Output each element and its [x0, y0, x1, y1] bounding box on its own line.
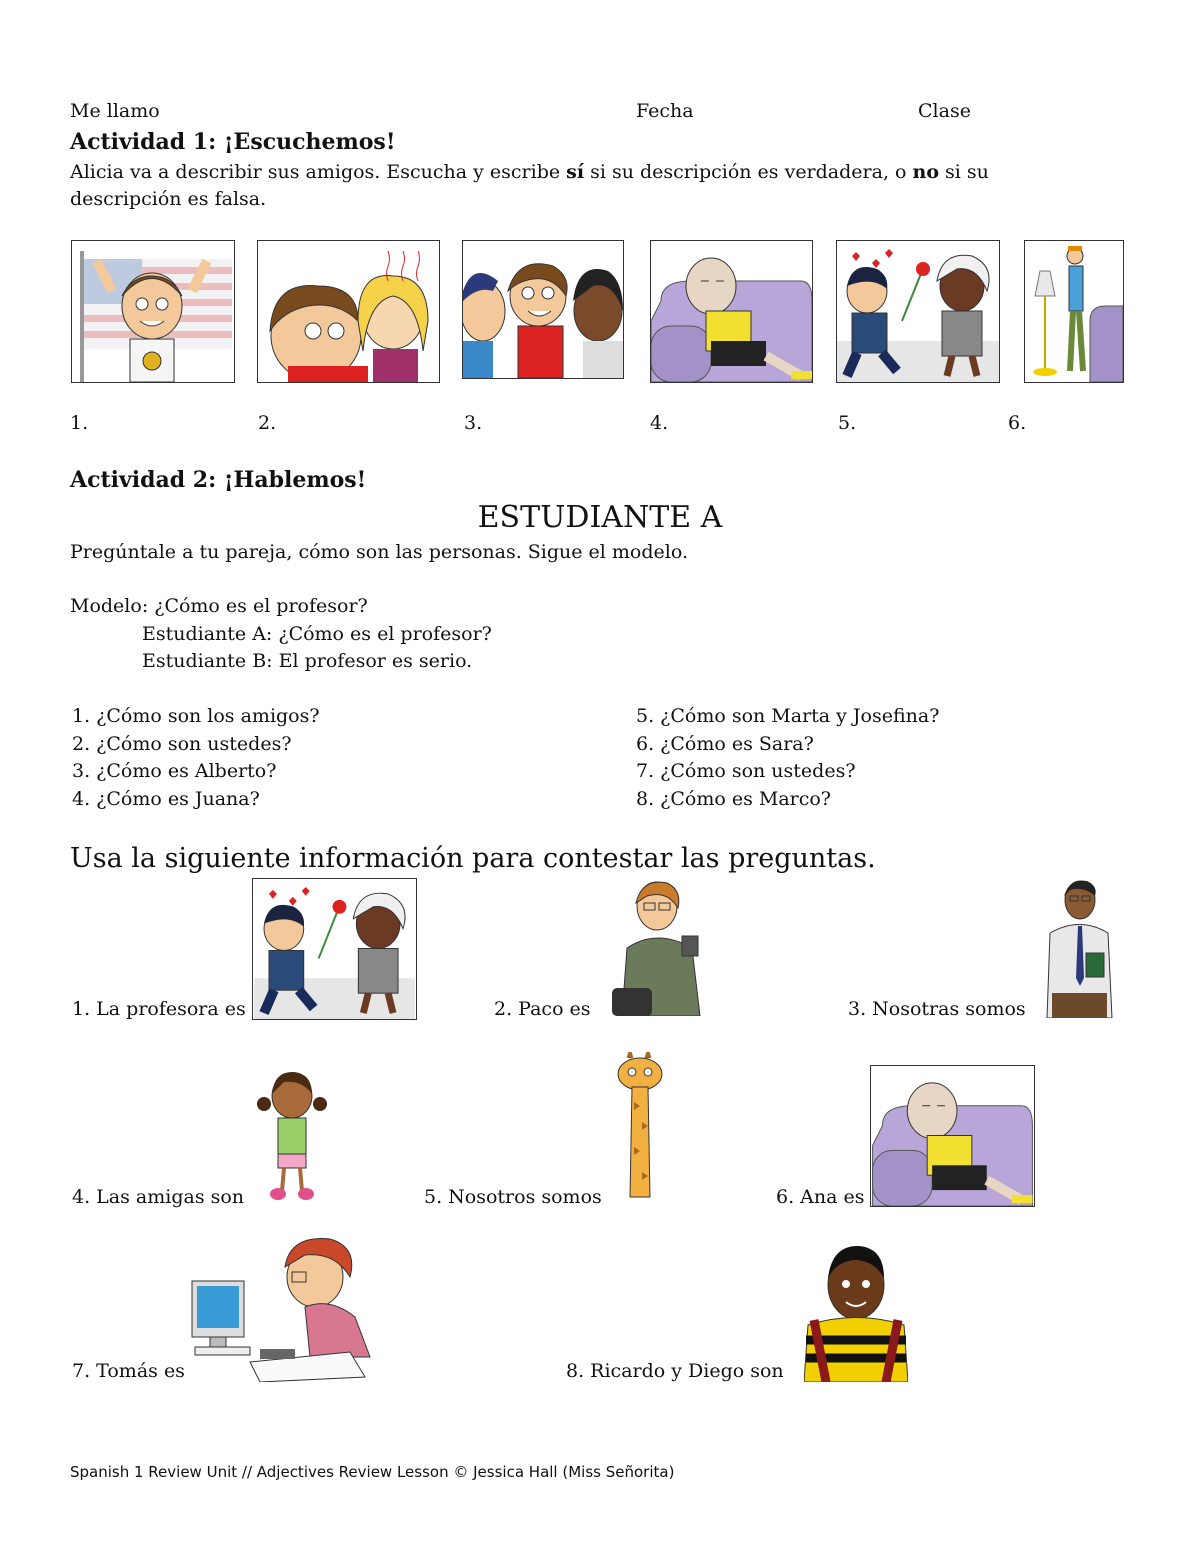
picture-boy-giving-rose: [252, 878, 417, 1020]
info-item: 5. Nosotros somos: [424, 1186, 602, 1208]
question-item: 7. ¿Cómo son ustedes?: [636, 760, 856, 782]
picture-giraffe: [612, 1052, 668, 1208]
picture-man-with-tie-holding-book: [1042, 878, 1114, 1018]
info-title: Usa la siguiente información para contestar las preguntas.: [70, 843, 876, 874]
info-item: 1. La profesora es: [72, 998, 246, 1020]
question-item: 2. ¿Cómo son ustedes?: [72, 733, 292, 755]
activity2-title: Actividad 2: ¡Hablemos!: [70, 467, 367, 493]
activity1-number: 4.: [650, 412, 669, 434]
picture-woman-at-computer: [190, 1237, 380, 1382]
picture-lazy-boy-on-couch: [870, 1065, 1035, 1207]
activity1-number: 5.: [838, 412, 857, 434]
question-item: 1. ¿Cómo son los amigos?: [72, 705, 320, 727]
model-question: Modelo: ¿Cómo es el profesor?: [70, 595, 368, 617]
activity1-instructions-line2: descripción es falsa.: [70, 188, 267, 210]
footer-credit: Spanish 1 Review Unit // Adjectives Review Lesson © Jessica Hall (Miss Señorita): [70, 1463, 675, 1481]
model-student-b: Estudiante B: El profesor es serio.: [142, 650, 473, 672]
info-item: 2. Paco es: [494, 998, 591, 1020]
activity1-number: 2.: [258, 412, 277, 434]
picture-man-with-glasses-reading: [612, 878, 704, 1016]
name-label: Me llamo: [70, 100, 160, 122]
activity1-title: Actividad 1: ¡Escuchemos!: [70, 129, 396, 155]
model-student-a: Estudiante A: ¿Cómo es el profesor?: [142, 623, 492, 645]
question-item: 3. ¿Cómo es Alberto?: [72, 760, 277, 782]
info-item: 8. Ricardo y Diego son: [566, 1360, 784, 1382]
picture-boy-with-backpack: [804, 1240, 908, 1382]
activity1-number: 1.: [70, 412, 89, 434]
question-item: 4. ¿Cómo es Juana?: [72, 788, 260, 810]
picture-2-boy-and-annoyed-girl: [257, 240, 440, 383]
picture-6-tall-man-with-lamp: [1024, 240, 1124, 383]
question-item: 8. ¿Cómo es Marco?: [636, 788, 831, 810]
picture-1-patriotic-boy: [71, 240, 235, 383]
info-item: 6. Ana es: [776, 1186, 865, 1208]
info-item: 7. Tomás es: [72, 1360, 185, 1382]
activity1-number: 3.: [464, 412, 483, 434]
activity2-instructions: Pregúntale a tu pareja, cómo son las personas. Sigue el modelo.: [70, 541, 688, 563]
date-label: Fecha: [636, 100, 694, 122]
class-label: Clase: [918, 100, 971, 122]
activity1-instructions: Alicia va a describir sus amigos. Escucha y escribe sí si su descripción es verdadera, o no si su: [70, 161, 989, 183]
info-item: 3. Nosotras somos: [848, 998, 1026, 1020]
picture-4-lazy-boy-on-couch: [650, 240, 813, 383]
picture-3-three-friends: [462, 240, 624, 379]
picture-5-boy-giving-rose: [836, 240, 1000, 383]
info-item: 4. Las amigas son: [72, 1186, 245, 1208]
student-heading: ESTUDIANTE A: [477, 500, 723, 535]
activity1-number: 6.: [1008, 412, 1027, 434]
question-item: 6. ¿Cómo es Sara?: [636, 733, 814, 755]
picture-girl-with-pigtails: [254, 1066, 330, 1204]
question-item: 5. ¿Cómo son Marta y Josefina?: [636, 705, 940, 727]
